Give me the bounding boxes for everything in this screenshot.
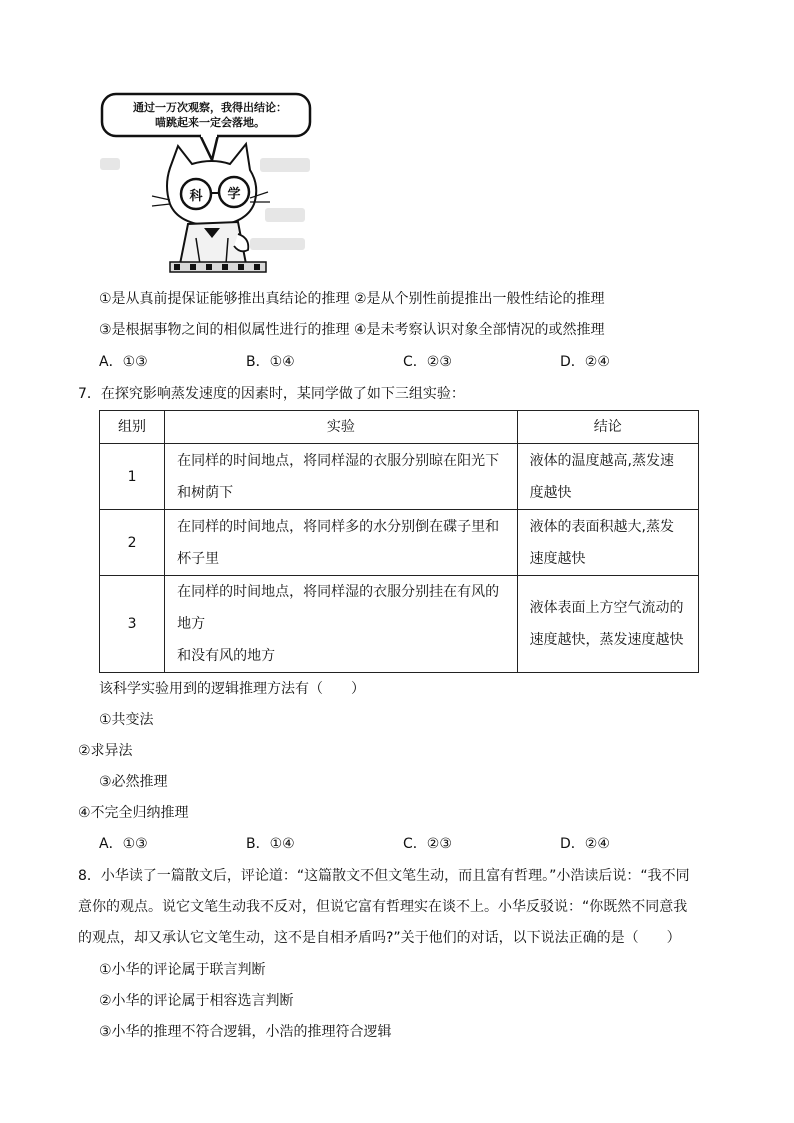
experiment-line: 在同样的时间地点，将同样湿的衣服分别晾在阳光下 bbox=[177, 452, 500, 469]
experiment-line: 在同样的时间地点，将同样湿的衣服分别挂在有风的 bbox=[177, 584, 500, 600]
row-conclusion bbox=[517, 576, 698, 673]
experiment-line: 和没有风的地方 bbox=[177, 648, 276, 664]
experiment-line: 杯子里 bbox=[177, 550, 220, 567]
q7-stem: 7．在探究影响蒸发速度的因素时，某同学做了如下三组实验： bbox=[78, 386, 465, 402]
row-group: 2 bbox=[100, 510, 165, 576]
q8-item-2: ②小华的评论属于相容选言判断 bbox=[99, 993, 294, 1009]
table-row bbox=[100, 576, 699, 673]
q7-option-c: C．②③ bbox=[403, 836, 452, 852]
q7-option-b: B．①④ bbox=[246, 836, 295, 852]
experiment-line: 在同样的时间地点，将同样多的水分别倒在碟子里和 bbox=[177, 518, 500, 535]
q8-item-3: ③小华的推理不符合逻辑，小浩的推理符合逻辑 bbox=[99, 1024, 392, 1040]
conclusion-line: 度越快 bbox=[529, 484, 572, 501]
glasses-left-char: 科 bbox=[189, 189, 203, 204]
row-conclusion bbox=[517, 510, 698, 576]
row-experiment bbox=[165, 444, 517, 510]
table-row bbox=[100, 444, 699, 510]
q7-question: 该科学实验用到的逻辑推理方法有（ ） bbox=[99, 681, 365, 697]
cartoon-illustration bbox=[100, 88, 320, 274]
conclusion-line: 速度越快 bbox=[529, 550, 586, 567]
speech-line-2: 喵跳起来一定会落地。 bbox=[155, 116, 265, 129]
q8-stem-line-1: 8．小华读了一篇散文后，评论道：“这篇散文不但文笔生动，而且富有哲理。”小浩读后说：“我不同 bbox=[78, 868, 690, 884]
glasses-right-char: 学 bbox=[227, 187, 241, 202]
experiment-table bbox=[99, 410, 699, 673]
row-group: 1 bbox=[100, 444, 165, 510]
header-group: 组别 bbox=[100, 411, 165, 444]
q6-option-d: D．②④ bbox=[560, 354, 610, 370]
row-group: 3 bbox=[100, 576, 165, 673]
q7-item-1: ①共变法 bbox=[99, 712, 154, 728]
table-header-row bbox=[100, 411, 699, 444]
row-conclusion bbox=[517, 444, 698, 510]
conclusion-line: 液体表面上方空气流动的 bbox=[529, 600, 684, 616]
q7-option-d: D．②④ bbox=[560, 836, 610, 852]
conclusion-line: 液体的表面积越大,蒸发 bbox=[529, 518, 675, 535]
q6-option-c: C．②③ bbox=[403, 354, 452, 370]
q7-item-2: ②求异法 bbox=[78, 743, 133, 759]
conclusion-line: 速度越快，蒸发速度越快 bbox=[529, 632, 684, 648]
q6-option-a: A．①③ bbox=[99, 354, 148, 370]
speech-bubble-text bbox=[112, 100, 308, 130]
experiment-line: 地方 bbox=[177, 616, 206, 632]
q8-stem-line-2: 意你的观点。说它文笔生动我不反对，但说它富有哲理实在谈不上。小华反驳说：“你既然不同意我 bbox=[78, 899, 688, 915]
q8-stem-line-3: 的观点，却又承认它文笔生动，这不是自相矛盾吗?”关于他们的对话，以下说法正确的是（ ） bbox=[78, 930, 681, 946]
header-conclusion: 结论 bbox=[517, 411, 698, 444]
q6-statements-1: ①是从真前提保证能够推出真结论的推理 ②是从个别性前提推出一般性结论的推理 bbox=[99, 291, 605, 307]
table-row bbox=[100, 510, 699, 576]
q7-option-a: A．①③ bbox=[99, 836, 148, 852]
row-experiment bbox=[165, 576, 517, 673]
q7-item-3: ③必然推理 bbox=[99, 774, 168, 790]
q6-statements-2: ③是根据事物之间的相似属性进行的推理 ④是未考察认识对象全部情况的或然推理 bbox=[99, 322, 605, 338]
experiment-line: 和树荫下 bbox=[177, 484, 234, 501]
row-experiment bbox=[165, 510, 517, 576]
conclusion-line: 液体的温度越高,蒸发速 bbox=[529, 452, 675, 469]
q7-item-4: ④不完全归纳推理 bbox=[78, 805, 189, 821]
q8-item-1: ①小华的评论属于联言判断 bbox=[99, 962, 266, 978]
q6-option-b: B．①④ bbox=[246, 354, 295, 370]
header-experiment: 实验 bbox=[165, 411, 517, 444]
speech-line-1: 通过一万次观察，我得出结论： bbox=[133, 101, 287, 114]
